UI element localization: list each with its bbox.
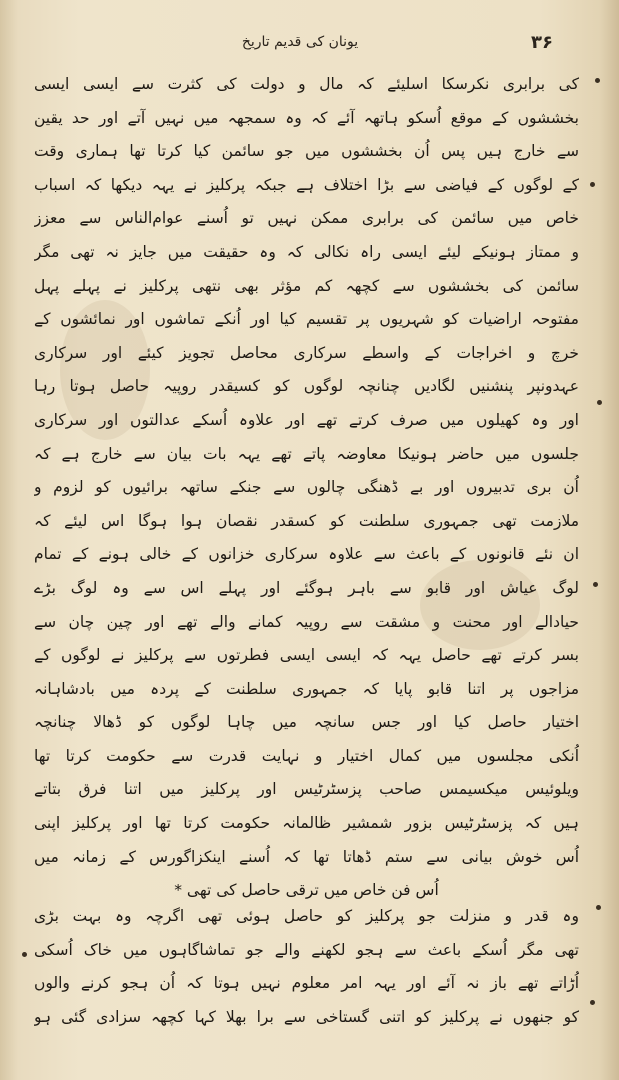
- running-title: یونان کی قدیم تاریخ: [241, 34, 359, 50]
- ink-mark: [590, 182, 595, 187]
- text-line: بسر کرتے تھے حاصل یہہ کہ ایسی ایسی فطرتوں سے پرکلیز نے لوگوں کے: [34, 646, 579, 665]
- text-line: وہ قدر و منزلت جو پرکلیز کو حاصل ہوئی تھی اگرچہ وہ بہت بڑی: [34, 907, 579, 925]
- ink-mark: [595, 78, 600, 83]
- text-line: اُنکی مجلسوں میں کمال اختیار و نہایت قدرت سے حکومت کرتا تھا: [34, 746, 579, 765]
- text-line: سے خارج ہیں پس اُن بخششوں میں جو سائمن کیا کرتا تھا ہماری وقت: [34, 142, 579, 161]
- text-line-last: اُس فن خاص میں ترقی حاصل کی تھی *: [174, 881, 439, 900]
- paragraph-2: [34, 900, 579, 1034]
- text-line: ویلوئیس میکسیمس صاحب پزسٹرٹیس اور پرکلیز میں اتنا فرق بتاتے: [34, 780, 579, 799]
- ink-mark: [22, 952, 27, 957]
- text-line: خاص میں سائمن کی برابری ممکن نہیں تو اُسنے عوام‌الناس سے معزز: [34, 209, 579, 228]
- text-line: مزاجوں پر اتنا قابو پایا کہ جمہوری سلطنت کے پردہ میں بادشاہانہ: [34, 679, 579, 698]
- ink-mark: [590, 1000, 595, 1005]
- text-line: کو جنھوں نے پرکلیز کو اتنی گستاخی سے برا بھلا کہا کچھہ سزادی گئی ہو: [34, 1007, 579, 1026]
- paragraph-1: [34, 68, 579, 908]
- text-line: بخششوں کے موقع اُسکو ہاتھہ آئے کہ وہ سمجھہ میں نہیں آتے اور حد یقین: [34, 108, 579, 127]
- text-line: و ممتاز ہونیکے لیئے ایسی راہ نکالی کہ وہ حقیقت میں جایز نہ تھی مگر: [34, 242, 579, 261]
- page-number: ۳۶: [531, 32, 553, 53]
- text-line: حیادالے اور محنت و مشقت سے روپیہ کمانے والے تھے اور چین چان سے: [34, 612, 579, 631]
- text-line: سائمن کی بخششوں سے کچھہ کم مؤثر بھی نتھی پرکلیز نے پہلے پہل: [34, 276, 579, 295]
- text-line: ہیں کہ پزسٹرٹیس بزور شمشیر ظالمانہ حکومت کرتا تھا اور پرکلیز اپنی: [34, 814, 579, 833]
- text-line: مفتوحہ اراضیات کو شہریوں پر تقسیم کیا اور اُنکے تماشوں اور نمائشوں کے: [34, 310, 579, 329]
- text-line: کے لوگوں کے فیاضی سے بڑا اختلاف ہے جبکہ پرکلیز نے یہہ دیکھا کہ اسباب: [34, 175, 579, 194]
- ink-mark: [596, 905, 601, 910]
- text-line: اُڑاتے تھے باز نہ آئے اور یہہ امر معلوم نہیں ہوتا کہ اُن ہجو کرنے والوں: [34, 974, 579, 993]
- text-line: اُس خوش بیانی سے ستم ڈھاتا تھا کہ اُسنے اینکزاگورس کے زمانہ میں: [34, 847, 579, 866]
- text-line: کی برابری نکرسکا اسلیئے کہ مال و دولت کی کثرت سے ایسی ایسی: [34, 75, 579, 93]
- text-line: جلسوں میں حاضر ہونیکا معاوضہ پاتے تھے یہہ بات بیان سے خارج ہے کہ: [34, 444, 579, 463]
- text-line: ملازمت تھی جمہوری سلطنت کو کسقدر نقصان ہوا ہوگا اس لیئے کہ: [34, 511, 579, 530]
- text-line: اُن بری تدبیروں اور بے ڈھنگی چالوں سے جنکے ساتھہ برائیوں کو لزوم و: [34, 478, 579, 497]
- ink-mark: [597, 400, 602, 405]
- text-line: لوگ عیاش اور قابو سے باہر ہوگئے اور پہلے اس سے وہ لوگ بڑے: [34, 578, 579, 597]
- ink-mark: [593, 582, 598, 587]
- text-line: ان نئے قانونوں کے باعث سے علاوہ سرکاری خزانوں کے خالی ہونے کے تمام: [34, 545, 579, 564]
- text-line: اور وہ کھیلوں میں صرف کرتے تھے اور علاوہ اُسکے عدالتوں اور سرکاری: [34, 410, 579, 429]
- page-header: [0, 28, 619, 58]
- text-line: تھی مگر اُسکے باعث سے ہجو لکھنے والے جو تماشاگاہوں میں خاک اُسکی: [34, 940, 579, 959]
- text-line: عہدونپر پنشنیں لگادیں چنانچہ لوگوں کو کسیقدر روپیہ حاصل ہوتا رہا: [34, 377, 579, 396]
- text-line: اختیار حاصل کیا اور جس سانچہ میں چاہا لوگوں کو ڈھالا چنانچہ: [34, 713, 579, 732]
- text-line: خرچ و اخراجات کے واسطے سرکاری محاصل تجویز کیئے اور سرکاری: [34, 343, 579, 362]
